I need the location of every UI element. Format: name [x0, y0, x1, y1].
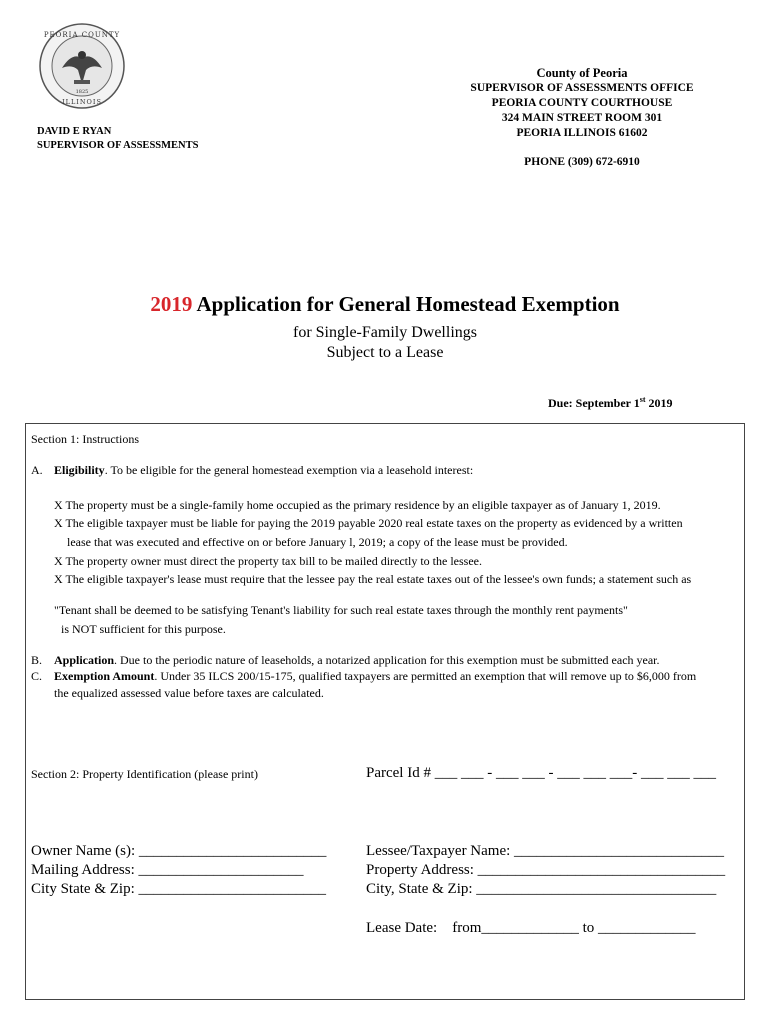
- item-a-text: . To be eligible for the general homestead exemption via a leasehold interest:: [104, 463, 474, 477]
- supervisor-title: SUPERVISOR OF ASSESSMENTS: [37, 140, 199, 151]
- document-title-block: [0, 292, 770, 363]
- due-date: [548, 395, 748, 411]
- criterion-2a: X The eligible taxpayer must be liable for paying the 2019 payable 2020 real estate taxes on the property as evidenced by a written: [54, 516, 683, 530]
- title-text: Application for General Homestead Exemption: [192, 292, 620, 316]
- item-a: [54, 463, 473, 478]
- seal-bottom-text: ILLINOIS: [62, 98, 102, 106]
- lessee-name-field[interactable]: Lessee/Taxpayer Name: ____________________________: [366, 843, 725, 859]
- item-c: [54, 669, 696, 684]
- office-phone: PHONE (309) 672-6910: [524, 156, 640, 168]
- due-prefix: Due: September 1: [548, 396, 640, 410]
- due-suffix: 2019: [645, 396, 673, 410]
- item-b-letter: B.: [31, 653, 43, 667]
- city-state-zip-field[interactable]: City State & Zip: _________________________: [31, 881, 326, 897]
- section2-heading: Section 2: Property Identification (please print): [31, 767, 258, 781]
- item-c-text-2: the equalized assessed value before taxes are calculated.: [54, 686, 324, 700]
- office-street: 324 MAIN STREET ROOM 301: [501, 112, 663, 124]
- office-name: SUPERVISOR OF ASSESSMENTS OFFICE: [470, 82, 694, 94]
- item-a-bold: Eligibility: [54, 463, 105, 477]
- document-title: [0, 292, 770, 317]
- seal-top-text: PEORIA COUNTY: [43, 31, 121, 39]
- title-year: 2019: [150, 292, 193, 316]
- office-city: PEORIA ILLINOIS 61602: [516, 127, 648, 139]
- item-b-text: . Due to the periodic nature of leaseholds, a notarized application for this exemption must be submitted each year.: [114, 653, 660, 667]
- office-address-block: [462, 66, 702, 170]
- criterion-4: X The eligible taxpayer's lease must require that the lessee pay the real estate taxes out of the lessee's own funds; a statement such as: [54, 572, 692, 586]
- quote-line-2: is NOT sufficient for this purpose.: [61, 622, 226, 636]
- item-b-bold: Application: [54, 653, 115, 667]
- item-c-bold: Exemption Amount: [54, 669, 155, 683]
- property-address-field[interactable]: Property Address: _________________________________: [366, 862, 726, 878]
- parcel-id-field[interactable]: Parcel Id # ___ ___ - ___ ___ - ___ ___ ___- ___ ___ ___: [366, 765, 716, 781]
- criterion-3: X The property owner must direct the property tax bill to be mailed directly to the lessee.: [54, 554, 482, 568]
- item-b: [54, 653, 660, 668]
- supervisor-name: DAVID E RYAN: [37, 126, 112, 137]
- county-name: County of Peoria: [536, 66, 628, 80]
- criterion-2b: lease that was executed and effective on or before January l, 2019; a copy of the lease must be provided.: [67, 535, 568, 549]
- due-sup: st: [639, 395, 646, 404]
- county-seal-logo: [38, 22, 126, 110]
- quote-line-1: "Tenant shall be deemed to be satisfying Tenant's liability for such real estate taxes through the monthly rent payments": [54, 603, 628, 617]
- office-building: PEORIA COUNTY COURTHOUSE: [491, 97, 673, 109]
- owner-name-field[interactable]: Owner Name (s): _________________________: [31, 843, 327, 859]
- item-c-text: . Under 35 ILCS 200/15-175, qualified taxpayers are permitted an exemption that will remove up to $6,000 from: [154, 669, 697, 683]
- item-c-letter: C.: [31, 669, 43, 683]
- criterion-1: X The property must be a single-family home occupied as the primary residence by an eligible taxpayer as of January 1, 2019.: [54, 498, 661, 512]
- subtitle-line-2: Subject to a Lease: [326, 344, 444, 361]
- subtitle-line-1: for Single-Family Dwellings: [293, 324, 477, 341]
- supervisor-block: [37, 125, 198, 153]
- seal-year: 1825: [75, 89, 89, 95]
- property-city-state-zip-field[interactable]: City, State & Zip: ________________________________: [366, 881, 717, 897]
- mailing-address-field[interactable]: Mailing Address: ______________________: [31, 862, 304, 878]
- item-a-letter: A.: [31, 463, 43, 477]
- section1-heading: Section 1: Instructions: [31, 432, 139, 446]
- lease-date-field[interactable]: Lease Date: from_____________ to _____________: [366, 920, 696, 936]
